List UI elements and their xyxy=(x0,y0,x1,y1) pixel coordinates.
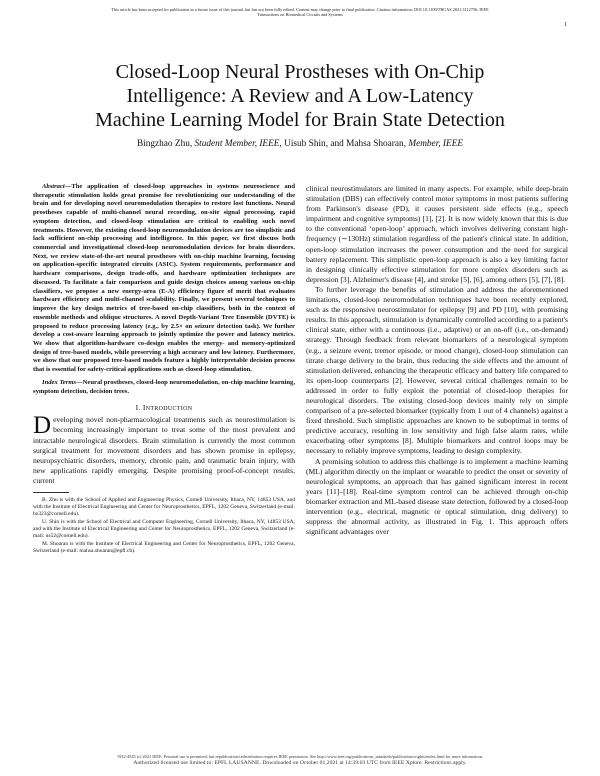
section-title: NTRODUCTION xyxy=(145,406,193,413)
footnote: M. Shoaran is with the Institute of Electrical Engineering and Center for Neuroprosthetics, EPFL, 1202 Geneva, Switzerland (e-mail: mahsa.shoaran@epfl.ch). xyxy=(33,541,295,555)
abstract xyxy=(33,183,295,375)
title-line-3: Machine Learning Model for Brain State Detection xyxy=(95,109,505,131)
section-heading-introduction xyxy=(33,402,295,415)
journal-notice-line1: This article has been accepted for publication in a future issue of this journal, but has not been fully edited. Content may change prior to final publication. Citation information: DOI 10.1109/TBCAS.2021.3112756, IEEE xyxy=(111,7,489,12)
intro-text: eveloping novel non-pharmacological treatments such as neurostimulation is becoming increasingly important to treat some of the most prevalent and intractable neurological disorders. Brain stimulation is currently the most common surgical treatment for movement disorders and has shown promise in epilepsy, neuropsychiatric disorders, memory, chronic pain, and traumatic brain injury, with new applications rapidly emerging. Despite promising proof-of-concept results, current xyxy=(33,415,295,486)
intro-paragraph xyxy=(33,412,295,486)
drop-cap: D xyxy=(33,412,52,440)
license-notice: Authorized licensed use limited to: EPFL LAUSANNE. Downloaded on October 01,2021 at 14:39:03 UTC from IEEE Xplore. Restrictions apply. xyxy=(133,760,467,766)
right-column xyxy=(306,184,568,537)
copyright-notice: 1932-4545 (c) 2021 IEEE. Personal use is permitted, but republication/redistribution requires IEEE permission. See http://www.ieee.org/publications_standards/publications/rights/index.html for more information. xyxy=(117,754,483,759)
author-line xyxy=(30,138,570,150)
journal-notice-line2: Transactions on Biomedical Circuits and Systems xyxy=(257,12,343,18)
index-terms-text: —Neural prostheses, closed-loop neuromodulation, on-chip machine learning, symptom detection, decision trees. xyxy=(33,378,295,395)
index-terms-label: Index Terms xyxy=(42,378,77,386)
author-1-role: Student Member, IEEE, xyxy=(194,139,282,149)
paper-title xyxy=(30,60,570,132)
journal-notice xyxy=(0,7,600,17)
index-terms xyxy=(33,379,295,396)
title-line-1: Closed-Loop Neural Prostheses with On-Chip xyxy=(115,61,485,83)
body-paragraph: To further leverage the benefits of stimulation and address the aforementioned limitations, closed-loop neuromodulation techniques have been recently explored, such as the responsive neurostimulator for epilepsy [9] and PD [10], with promising results. In this approach, stimulation is dynamically controlled according to a patient's clinical state, either with a continuous (i.e., adaptive) or an on-off (i.e., on-demand) strategy. Through feedback from relevant biomarkers of a neurological symptom (e.g., a seizure event, tremor episode, or mood change), closed-loop stimulation can titrate charge delivery to the brain, thus reducing the side effects and the amount of stimulation delivered, enhancing the therapeutic efficacy and battery life compared to its open-loop counterparts [2]. However, several critical challenges remain to be addressed in order to fully exploit the potential of closed-loop therapies for neurological disorders. The existing closed-loop devices mainly rely on simple comparison of a pre-selected biomarker (typically from 1 out of 4 channels) against a fixed threshold. Such simplistic approaches are known to be suboptimal in terms of predictive accuracy, resulting in low sensitivity and high false alarm rates, while exacerbating other symptoms [8]. Multiple biomarkers and control loops may be necessary to reliably improve symptoms, leading to design complexity. xyxy=(306,284,568,456)
section-numeral: I. I xyxy=(135,403,146,413)
abstract-text: —The application of closed-loop approaches in systems neuroscience and therapeutic stimulation holds great promise for revolutionizing our understanding of the brain and for developing novel neuromodulation therapies to restore lost functions. Neural prostheses capable of multi-channel neural recording, on-site signal processing, rapid symptom detection, and closed-loop stimulation are critical to enabling such novel treatments. However, the existing closed-loop neuromodulation devices are too simplistic and lack sufficient on-chip processing and intelligence. In this paper, we first discuss both commercial and investigational closed-loop neuromodulation devices for brain disorders. Next, we review state-of-the-art neural prostheses with on-chip machine learning, focusing on application-specific integrated circuits (ASIC). System requirements, performance and hardware comparisons, design trade-offs, and hardware optimization techniques are discussed. To facilitate a fair comparison and guide design choices among various on-chip classifiers, we propose a new energy-area (E-A) efficiency figure of merit that evaluates hardware efficiency and multi-channel scalability. Finally, we present several techniques to improve the key design metrics of tree-based on-chip classifiers, both in the context of ensemble methods and oblique structures. A novel Depth-Variant Tree Ensemble (DVTE) is proposed to reduce processing latency (e.g., by 2.5× on seizure detection task). We further develop a cost-aware learning approach to jointly optimize the power and latency metrics. We show that algorithm-hardware co-design enables the energy- and memory-optimized design of tree-based models, while preserving a high accuracy and low latency. Furthermore, we show that our proposed tree-based models feature a highly interpretable decision process that is essential for safety-critical applications such as closed-loop stimulation. xyxy=(33,183,295,374)
author-2-3-names: Uisub Shin, and Mahsa Shoaran, xyxy=(281,139,409,149)
author-3-role: Member, IEEE xyxy=(408,139,464,149)
footnote: U. Shin is with the School of Electrical and Computer Engineering, Cornell University, Ithaca, NY, 14853 USA, and with the Institute of Electrical Engineering and Center for Neuroprosthetics, EPFL, 1202 Geneva, Switzerland (e-mail: us52@cornell.edu). xyxy=(33,518,295,540)
body-paragraph: A promising solution to address this challenge is to implement a machine learning (ML) algorithm directly on the implant or wearable to predict the onset or severity of neurological symptoms, an approach that has gained significant interest in recent years [11]–[18]. Real-time symptom control can be achieved through on-chip biomarker extraction and ML-based disease state detection, followed by a closed-loop intervention (e.g., electrical, magnetic or optical stimulation, drug delivery) to suppress the abnormal activity, as illustrated in Fig. 1. This approach offers significant advantages over xyxy=(306,456,568,537)
footnote: B. Zhu is with the School of Applied and Engineering Physics, Cornell University, Ithaca, NY, 14853 USA, and with the Institute of Electrical Engineering and Center for Neuroprosthetics, EPFL, 1202 Geneva, Switzerland (e-mail: bz323@cornell.edu). xyxy=(33,496,295,517)
left-column xyxy=(33,183,295,556)
body-paragraph: clinical neurostimulators are limited in many aspects. For example, while deep-brain stimulation (DBS) can effectively control motor symptoms in most patients suffering from Parkinson's disease (PD), it causes persistent side effects (e.g., speech impairment and cognitive symptoms) [1], [2]. It is now widely known that this is due to the conventional ‘open-loop’ approach, which involves delivering constant high-frequency (∼130Hz) stimulation regardless of the patient's clinical state. In addition, open-loop stimulation increases the power consumption and the need for surgical battery replacement. This simplistic open-loop approach is also a key limiting factor in designing clinically effective stimulation for more complex disorders such as depression [3], Alzheimer's disease [4], and stroke [5], [6], among others [5], [7], [8]. xyxy=(306,184,568,284)
footnote-rule xyxy=(33,492,69,493)
author-1-name: Bingzhao Zhu, xyxy=(136,139,195,149)
title-line-2: Intelligence: A Review and A Low-Latency xyxy=(126,85,474,107)
abstract-label: Abstract xyxy=(42,183,65,190)
page-number: 1 xyxy=(564,22,567,28)
